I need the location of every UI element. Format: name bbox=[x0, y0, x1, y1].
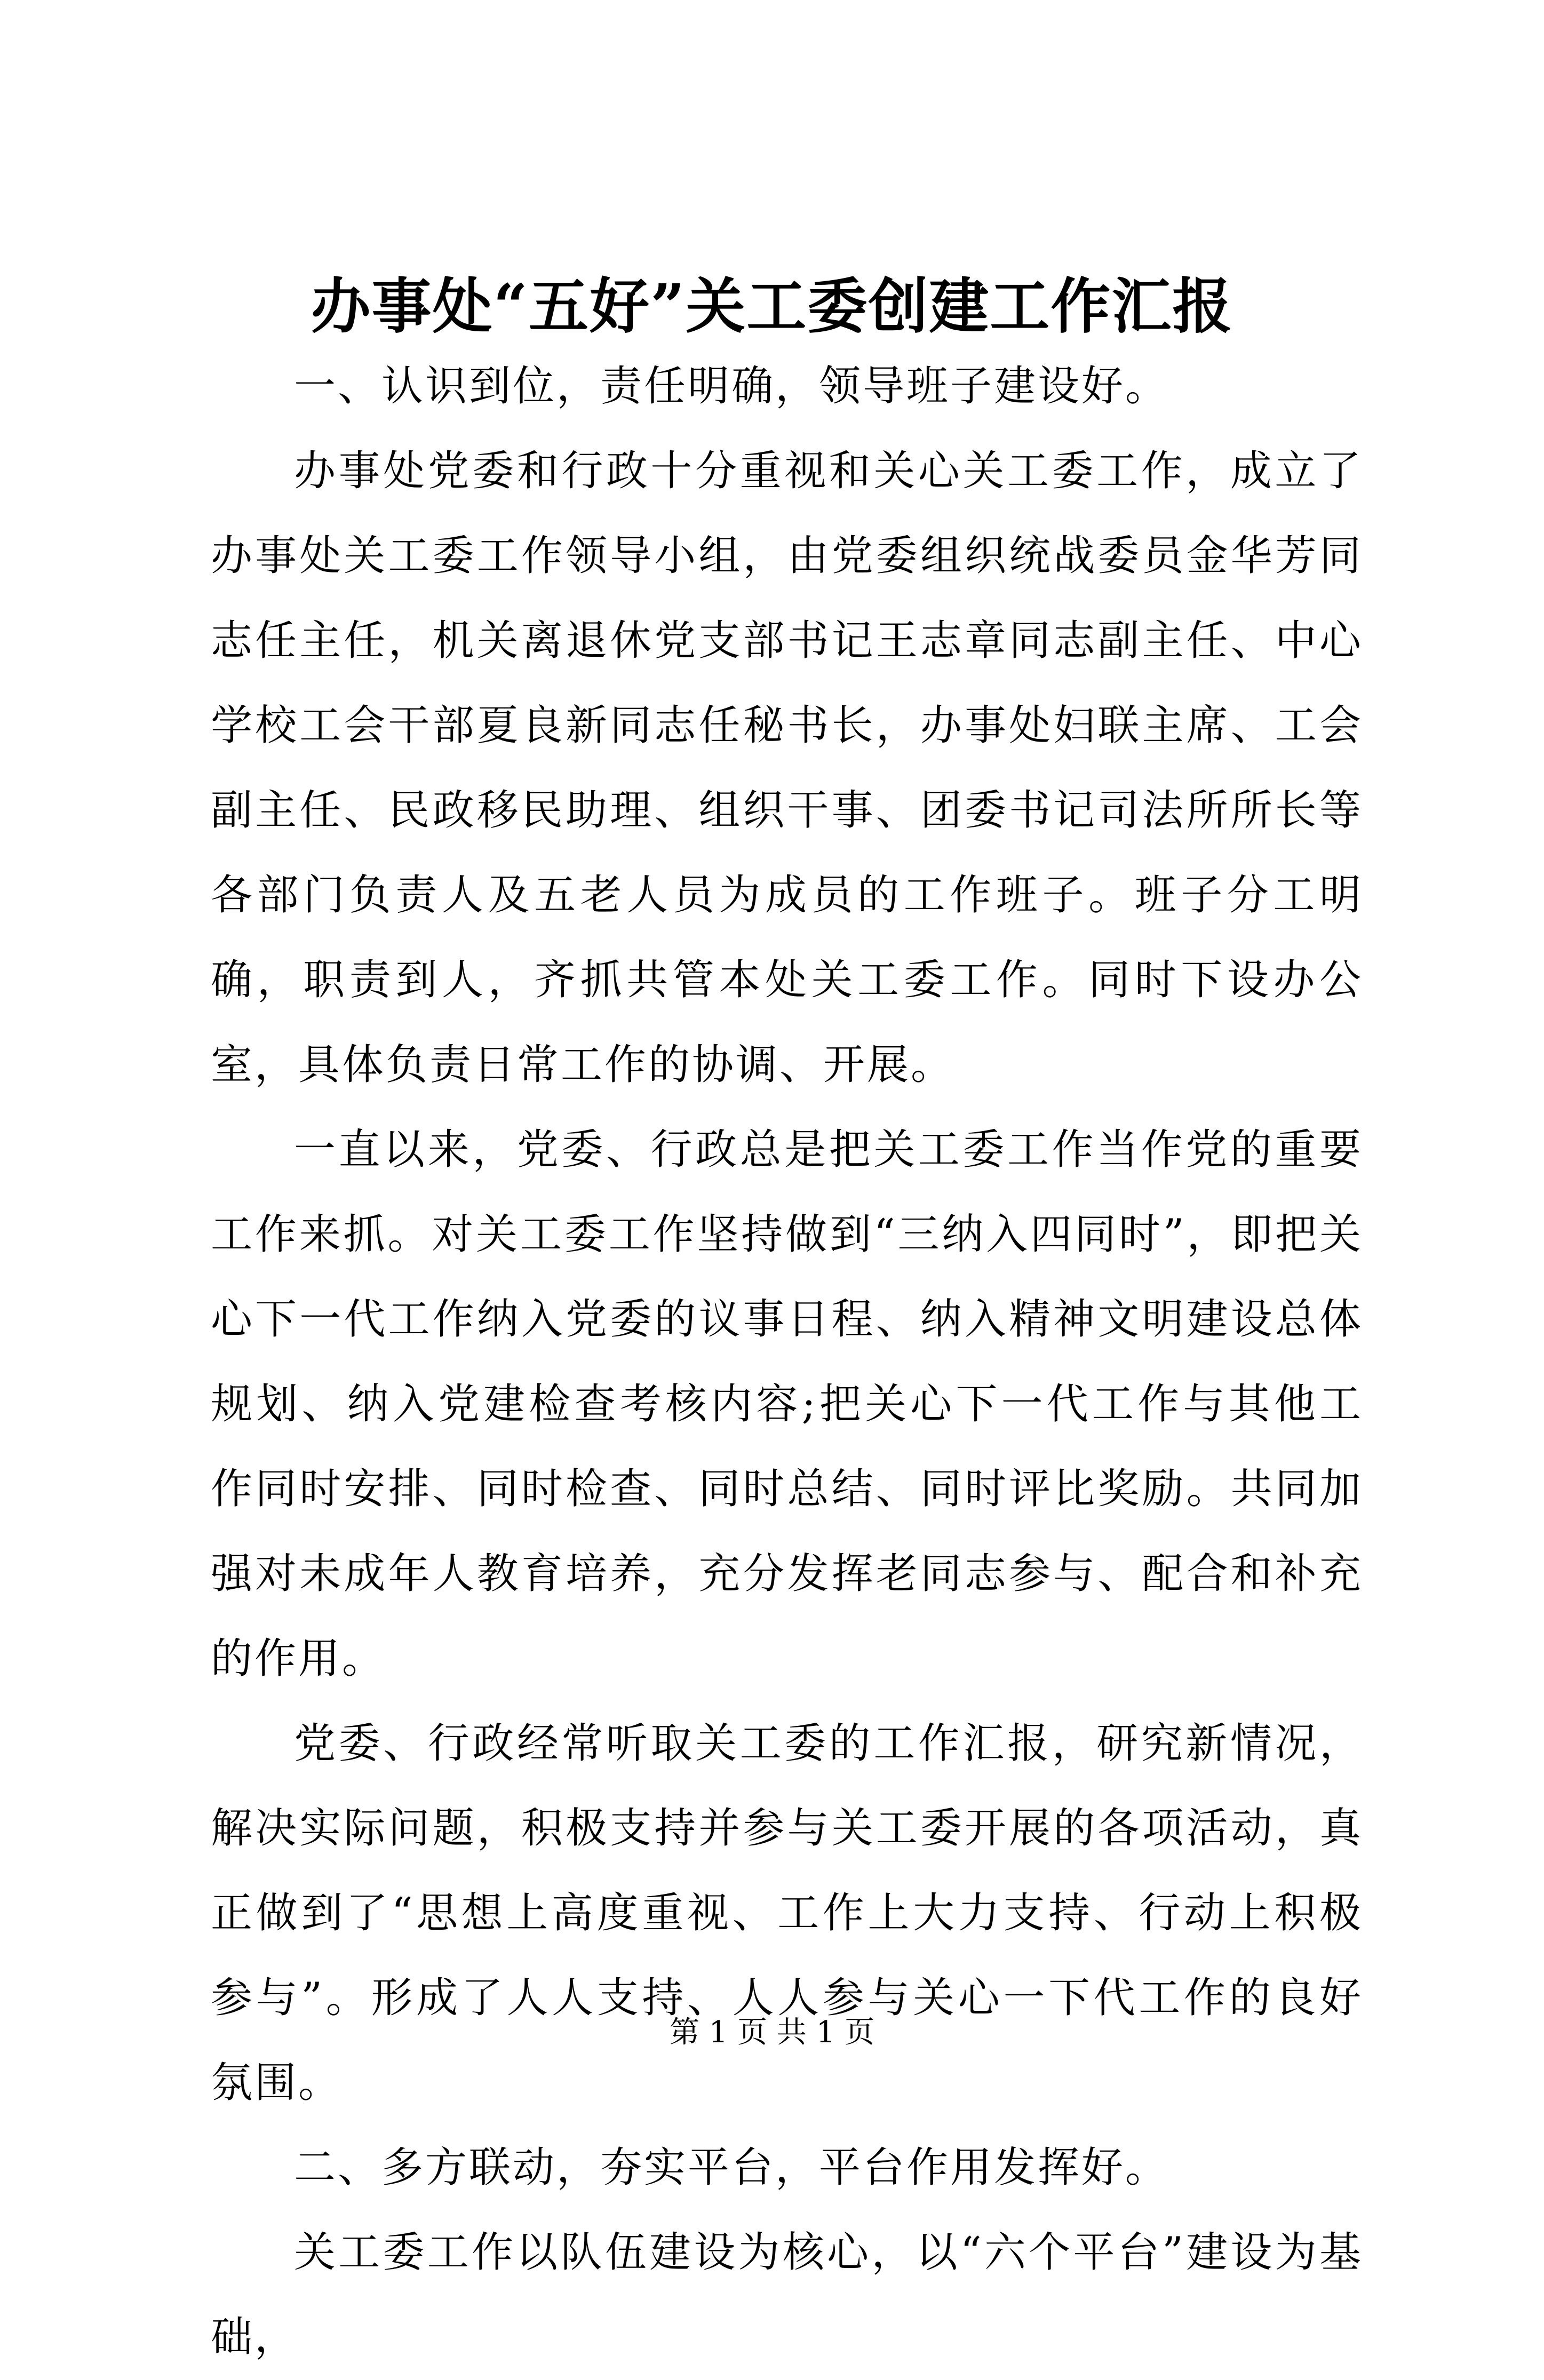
paragraph-section-1-heading: 一、认识到位，责任明确，领导班子建设好。 bbox=[294, 362, 1169, 410]
document-title: 办事处“五好”关工委创建工作汇报 bbox=[311, 272, 1233, 341]
paragraph-section-2-heading: 二、多方联动，夯实平台，平台作用发挥好。 bbox=[294, 2144, 1169, 2192]
paragraph-three-inclusions: 一直以来，党委、行政总是把关工委工作当作党的重要工作来抓。对关工委工作坚持做到“三纳入四同时”，即把关心下一代工作纳入党委的议事日程、纳入精神文明建设总体规划、纳入党建检查考核内容;把关心下一代工作与其他工作同时安排、同时检查、同时总结、同时评比奖励。共同加强对未成年人教育培养，充分发挥老同志参与、配合和补充的作用。 bbox=[211, 1126, 1363, 1683]
document-body bbox=[211, 344, 1363, 2380]
paragraph-party-support: 党委、行政经常听取关工委的工作汇报，研究新情况，解决实际问题，积极支持并参与关工委开展的各项活动，真正做到了“思想上高度重视、工作上大力支持、行动上积极参与”。形成了人人支持、人人参与关心一下代工作的良好氛围。 bbox=[211, 1720, 1363, 2107]
paragraph-leadership-group: 办事处党委和行政十分重视和关心关工委工作，成立了办事处关工委工作领导小组，由党委组织统战委员金华芳同志任主任，机关离退休党支部书记王志章同志副主任、中心学校工会干部夏良新同志任秘书长，办事处妇联主席、工会副主任、民政移民助理、组织干事、团委书记司法所所长等各部门负责人及五老人员为成员的工作班子。班子分工明确，职责到人，齐抓共管本处关工委工作。同时下设办公室，具体负责日常工作的协调、开展。 bbox=[211, 447, 1363, 1089]
page-footer: 第 1 页 共 1 页 bbox=[669, 2015, 875, 2050]
paragraph-six-platforms: 关工委工作以队伍建设为核心，以“六个平台”建设为基础， bbox=[211, 2228, 1363, 2361]
